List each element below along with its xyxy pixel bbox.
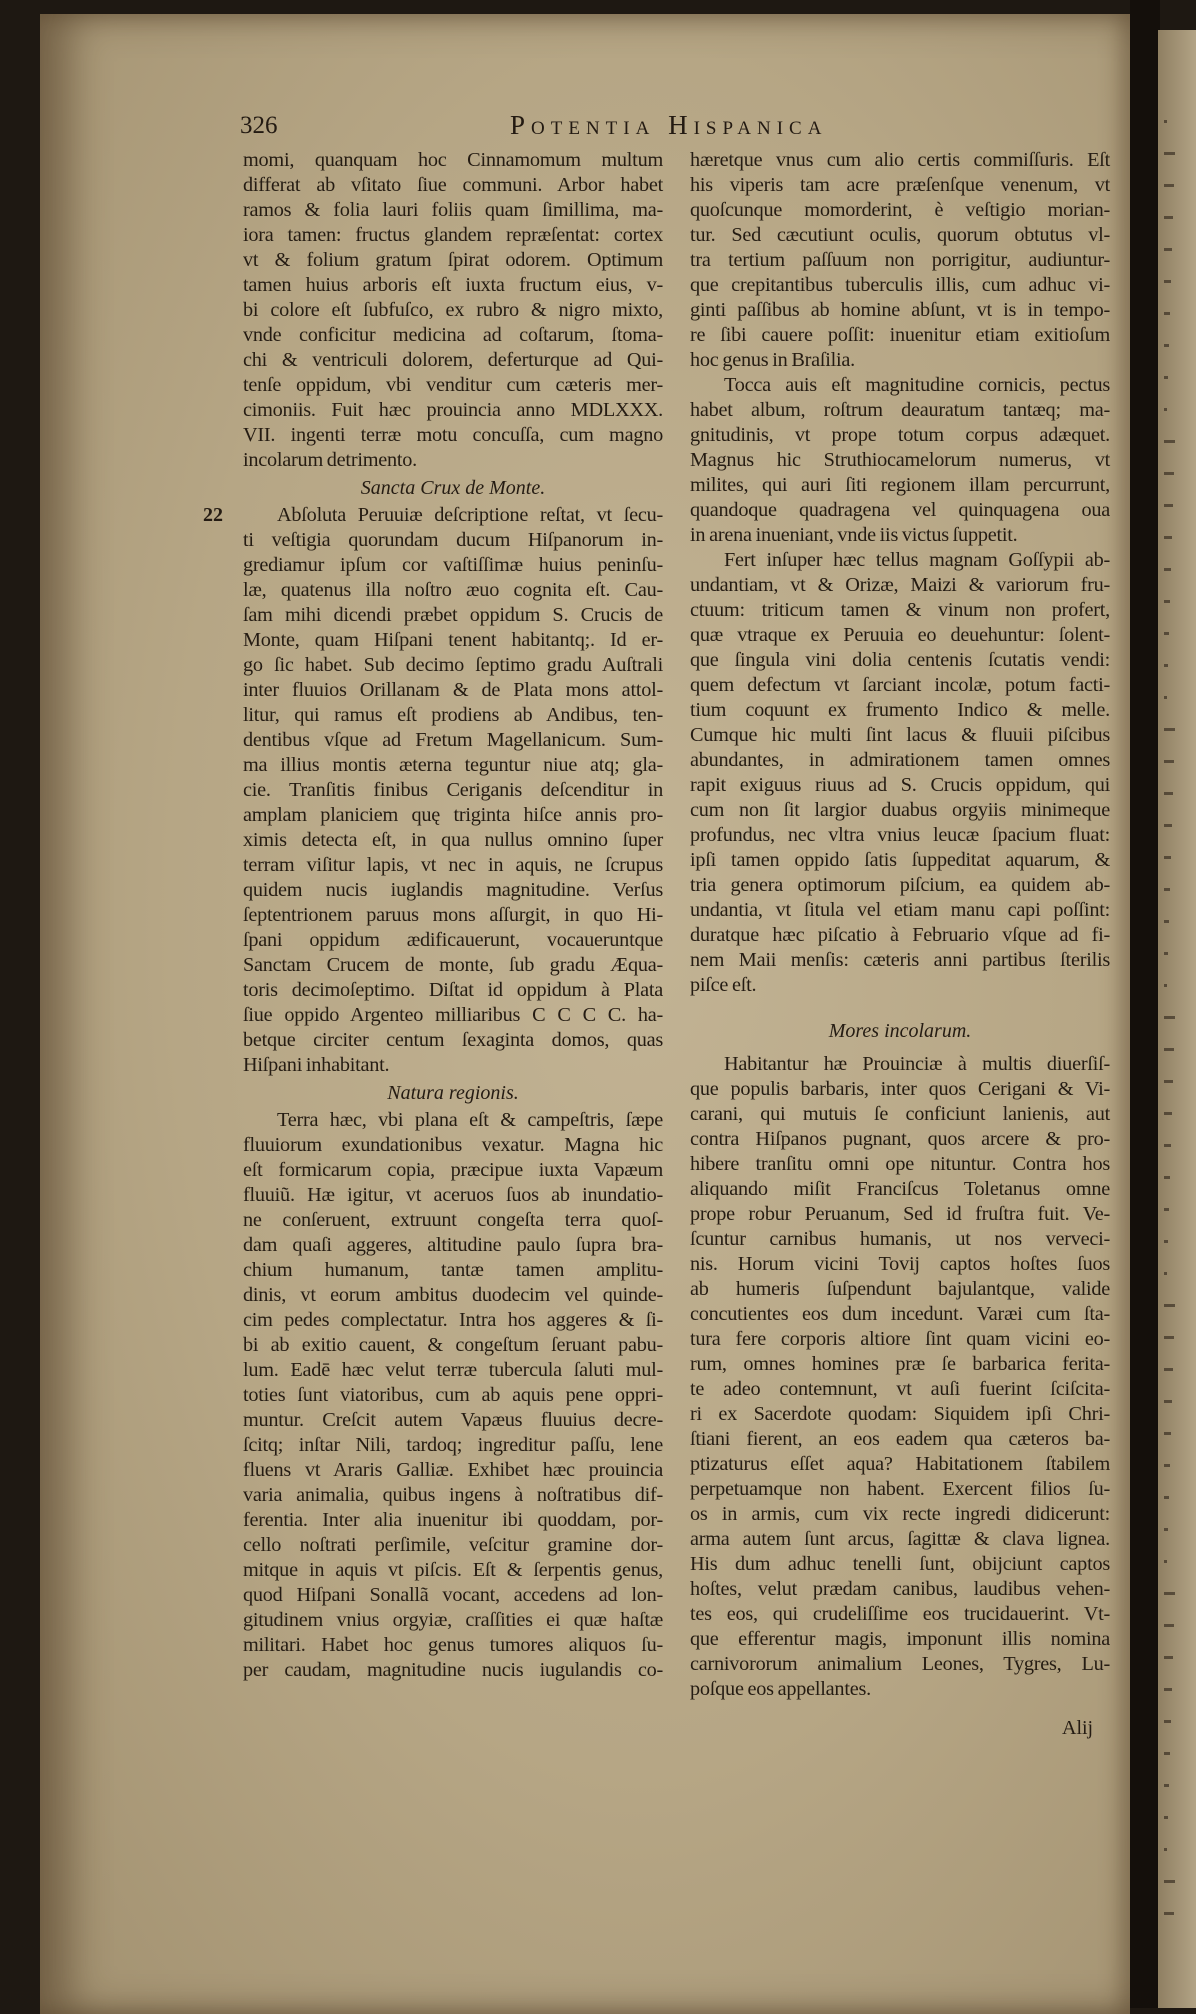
text-line: habet album, roſtrum deauratum tantæq; ma- (690, 399, 1110, 421)
text-line: betque circiter centum ſexaginta domos, quas (243, 1029, 663, 1051)
text-line: ſpani oppidum ædificauerunt, vocaueruntque (243, 929, 663, 951)
text-line: inter fluuios Orillanam & de Plata mons attol- (243, 679, 663, 701)
text-line: ptizaturus eſſet aqua? Habitationem ſtabilem (690, 1453, 1110, 1475)
text-line: milites, qui auri ſiti regionem illam percurrunt, (690, 474, 1110, 496)
text-line: ſcuntur carnibus humanis, ut nos verveci- (690, 1228, 1110, 1250)
text-line: os in armis, cum vix recte ingredi didicerunt: (690, 1503, 1110, 1525)
text-line: go ſic habet. Sub decimo ſeptimo gradu Auſtrali (243, 654, 663, 676)
text-line: vt & folium gratum ſpirat odorem. Optimum (243, 249, 663, 271)
paragraph (243, 503, 663, 1078)
text-line: quandoque quadragena vel quinquagena oua (690, 499, 1110, 521)
text-line: ne conſeruent, extruunt congeſta terra quoſ- (243, 1209, 663, 1231)
section-heading: Natura regionis. (387, 1082, 519, 1104)
text-line: quoſcunque momorderint, è veſtigio morian- (690, 199, 1110, 221)
text-line: piſce eſt. (690, 974, 757, 996)
text-line: Monte, quam Hiſpani tenent habitantq;. Id er- (243, 629, 663, 651)
text-line: quem defectum vt ſarciant incolæ, potum facti- (690, 674, 1110, 696)
text-line: cum non ſit largior duabus orgyiis minimeque (690, 799, 1110, 821)
text-line: varia animalia, quibus ingens à noſtratibus dif- (243, 1484, 663, 1506)
text-line: chium humanum, tantæ tamen amplitu- (243, 1259, 663, 1281)
text-line: aliquando miſit Franciſcus Toletanus omne (690, 1178, 1110, 1200)
text-line: duratque hæc piſcatio à Februario vſque ad fi- (690, 924, 1110, 946)
text-line: Hiſpani inhabitant. (243, 1054, 390, 1076)
text-line: dam quaſi aggeres, altitudine paulo ſupra bra- (243, 1234, 663, 1256)
text-line: terram viſitur lapis, vt nec in aquis, ne ſcrupus (243, 854, 663, 876)
text-line: VII. ingenti terræ motu concuſſa, cum magno (243, 424, 663, 446)
running-title: Potentia Hispanica (510, 110, 828, 140)
text-line: poſque eos appellantes. (690, 1678, 871, 1700)
text-line: litur, qui ramus eſt prodiens ab Andibus, ten- (243, 704, 663, 726)
adjacent-page-edge (1158, 30, 1196, 2008)
text-line: te adeo contemnunt, vt auſi fuerint ſciſcita- (690, 1378, 1110, 1400)
section-heading: Sancta Crux de Monte. (360, 477, 546, 499)
text-line: concutientes eos dum incedunt. Varæi cum ſta- (690, 1303, 1110, 1325)
text-line: Habitantur hæ Prouinciæ à multis diuerſiſ- (724, 1053, 1110, 1075)
text-line: ma illius montis æterna teguntur niue atq; gla- (243, 754, 663, 776)
text-line: bi colore eſt ſubfuſco, ex rubro & nigro mixto, (243, 299, 663, 321)
text-line: quidem nucis iuglandis magnitudine. Verſus (243, 879, 663, 901)
text-line: toties ſunt viatoribus, cum ab aquis pene oppri- (243, 1384, 663, 1406)
text-line: Magnus hic Struthiocamelorum numerus, vt (690, 449, 1110, 471)
text-line: mitque in aquis vt piſcis. Eſt & ſerpentis genus, (243, 1559, 663, 1581)
text-line: Tocca auis eſt magnitudine cornicis, pectus (724, 374, 1110, 396)
text-line: contra Hiſpanos pugnant, quos arcere & pro- (690, 1128, 1110, 1150)
text-line: Fert inſuper hæc tellus magnam Goſſypii ab- (724, 549, 1110, 571)
text-line: ſcitq; inſtar Nili, tardoq; ingreditur paſſu, lene (243, 1434, 663, 1456)
text-line: momi, quanquam hoc Cinnamomum multum (243, 149, 663, 171)
text-line: gitudinem vnius orgyiæ, craſſities ei quæ haſtæ (243, 1609, 663, 1631)
paragraph (243, 1108, 663, 1683)
text-line: Sanctam Crucem de monte, ſub gradu Æqua- (243, 954, 663, 976)
text-line: tur. Sed cæcutiunt oculis, quorum obtutus vl- (690, 224, 1110, 246)
right-text-column (690, 148, 1110, 1702)
text-line: incolarum detrimento. (243, 449, 417, 471)
text-line: Cumque hic multi ſint lacus & fluuii piſcibus (690, 724, 1110, 746)
text-line: tes eos, qui crudeliſſime eos trucidauerint. Vt- (690, 1603, 1110, 1625)
text-line: rapit exiguus riuus ad S. Crucis oppidum, qui (690, 774, 1110, 796)
text-line: hoc genus in Braſilia. (690, 349, 855, 371)
text-line: ginti paſſibus ab homine abſunt, vt is in tempo- (690, 299, 1110, 321)
text-line: carani, qui mutuis ſe conficiunt lanienis, aut (690, 1103, 1110, 1125)
text-line: amplam planiciem quę triginta hiſce annis pro- (243, 804, 663, 826)
text-line: toris decimoſeptimo. Diſtat id oppidum à Plata (243, 979, 663, 1001)
text-line: cie. Tranſitis finibus Ceriganis deſcenditur in (243, 779, 663, 801)
text-line: bi ab exitio cauent, & congeſtum ſeruant pabu- (243, 1334, 663, 1356)
text-line: arma autem ſunt arcus, ſagittæ & clava lignea. (690, 1528, 1110, 1550)
catchword: Alij (1062, 1717, 1094, 1739)
text-line: prope robur Peruanum, Sed id fruſtra fuit. Ve- (690, 1203, 1110, 1225)
text-line: ſtiani fierent, an eos eadem qua cæteros ba- (690, 1428, 1110, 1450)
text-line: hæretque vnus cum alio certis commiſſuris. Eſt (690, 149, 1110, 171)
text-line: cello noſtrati perſimile, veſcitur gramine dor- (243, 1534, 663, 1556)
paragraph (690, 148, 1110, 373)
text-line: quæ vtraque ex Peruuia eo deuehuntur: ſolent- (690, 624, 1110, 646)
text-line: muntur. Creſcit autem Vapæus fluuius decre- (243, 1409, 663, 1431)
text-line: ti veſtigia quorundam ducum Hiſpanorum in- (243, 529, 663, 551)
text-line: ferentia. Inter alia inuenitur ibi quoddam, por- (243, 1509, 663, 1531)
text-line: ab humeris ſuſpendunt bajulantque, valide (690, 1278, 1110, 1300)
text-line: ſam mihi dicendi præbet oppidum S. Crucis de (243, 604, 663, 626)
text-line: re ſibi cauere poſſit: inuenitur etiam exitioſum (690, 324, 1110, 346)
margin-section-number: 22 (203, 504, 223, 526)
text-line: que populis barbaris, inter quos Cerigani & Vi- (690, 1078, 1110, 1100)
text-line: cim pedes complectatur. Intra hos aggeres & ſi- (243, 1309, 663, 1331)
left-text-column (243, 148, 663, 1683)
text-line: læ, quatenus illa noſtro æuo cognita eſt. Cau- (243, 579, 663, 601)
text-line: undantiam, vt & Orizæ, Maizi & variorum fru- (690, 574, 1110, 596)
text-line: nis. Horum vicini Tovij captos hoſtes ſuos (690, 1253, 1110, 1275)
text-line: que efferentur magis, imponunt illis nomina (690, 1628, 1110, 1650)
text-line: quod Hiſpani Sonallã vocant, accedens ad lon- (243, 1584, 663, 1606)
text-line: ſeptentrionem paruus mons aſſurgit, in quo Hi- (243, 904, 663, 926)
text-line: ipſi tamen oppido ſatis ſuppeditat aquarum, & (690, 849, 1110, 871)
text-line: hibere tranſitu omni ope nituntur. Contra hos (690, 1153, 1110, 1175)
text-line: profundus, nec vltra vnius leucæ ſpacium fluat: (690, 824, 1110, 846)
text-line: dinis, vt eorum ambitus duodecim vel quinde- (243, 1284, 663, 1306)
text-line: iora tamen: fructus glandem repræſentat: cortex (243, 224, 663, 246)
text-line: grediamur ipſum cor vaſtiſſimæ huius peninſu- (243, 554, 663, 576)
section-heading: Mores incolarum. (828, 1020, 972, 1042)
page-number: 326 (240, 112, 278, 139)
text-line: tamen huius arboris eſt iuxta fructum eius, v- (243, 274, 663, 296)
text-line: fluuiorum exundationibus vexatur. Magna hic (243, 1134, 663, 1156)
text-line: tura fere corporis altiore ſint quam vicini eo- (690, 1328, 1110, 1350)
text-line: tenſe oppidum, vbi venditur cum cæteris mer- (243, 374, 663, 396)
text-line: ſiue oppido Argenteo milliaribus C C C C. ha- (243, 1004, 663, 1026)
text-line: ri ex Sacerdote quodam: Siquidem ipſi Chri- (690, 1403, 1110, 1425)
text-line: tium coquunt ex frumento Indico & melle. (690, 699, 1110, 721)
text-line: hoſtes, velut prædam canibus, laudibus vehen- (690, 1578, 1110, 1600)
text-line: tria genera optimorum piſcium, ea quidem ab- (690, 874, 1110, 896)
paragraph (690, 548, 1110, 998)
text-line: vnde conficitur medicina ad coſtarum, ſtoma- (243, 324, 663, 346)
text-line: rum, omnes homines præ ſe barbarica ferita- (690, 1353, 1110, 1375)
text-line: que ſingula vini dolia centenis ſcutatis vendi: (690, 649, 1110, 671)
text-line: militari. Habet hoc genus tumores aliquos ſu- (243, 1634, 663, 1656)
text-line: differat ab vſitato ſiue communi. Arbor habet (243, 174, 663, 196)
text-line: fluens vt Araris Galliæ. Exhibet hæc prouincia (243, 1459, 663, 1481)
text-line: Terra hæc, vbi plana eſt & campeſtris, ſæpe (277, 1109, 663, 1131)
text-line: tra tertium paſſuum non porrigitur, audiuntur- (690, 249, 1110, 271)
text-line: carnivororum animalium Leones, Tygres, Lu- (690, 1653, 1110, 1675)
text-line: chi & ventriculi dolorem, deferturque ad Qui- (243, 349, 663, 371)
text-line: fluuiũ. Hæ igitur, vt aceruos ſuos ab inundatio- (243, 1184, 663, 1206)
text-line: nem Maii menſis: cæteris anni partibus ſterilis (690, 949, 1110, 971)
text-line: eſt formicarum copia, præcipue iuxta Vapæum (243, 1159, 663, 1181)
page-gutter-shadow (1130, 0, 1160, 2008)
paragraph (690, 373, 1110, 548)
text-line: ximis detecta eſt, in qua nullus omnino ſuper (243, 829, 663, 851)
text-line: perpetuamque non habent. Exercent filios ſu- (690, 1478, 1110, 1500)
text-line: dentibus vſque ad Fretum Magellanicum. Sum- (243, 729, 663, 751)
text-line: lum. Eadē hæc velut terræ tubercula ſaluti mul- (243, 1359, 663, 1381)
text-line: per caudam, magnitudine nucis iugulandis co- (243, 1659, 663, 1681)
text-line: ctuum: triticum tamen & vinum non profert, (690, 599, 1110, 621)
text-line: His dum adhuc tenelli ſunt, obijciunt captos (690, 1553, 1110, 1575)
text-line: ramos & folia lauri foliis quam ſimillima, ma- (243, 199, 663, 221)
text-line: in arena inueniant, vnde iis victus ſuppetit. (690, 524, 1018, 546)
text-line: gnitudinis, vt prope totum corpus adæquet. (690, 424, 1110, 446)
paragraph (690, 1052, 1110, 1702)
text-line: his viperis tam acre præſenſque venenum, vt (690, 174, 1110, 196)
text-line: Abſoluta Peruuiæ deſcriptione reſtat, vt ſecu- (277, 504, 663, 526)
text-line: abundantes, in admirationem tamen omnes (690, 749, 1110, 771)
text-line: undantia, vt ſitula vel etiam manu capi poſſint: (690, 899, 1110, 921)
paragraph (243, 148, 663, 473)
text-line: que crepitantibus tuberculis illis, cum adhuc vi- (690, 274, 1110, 296)
text-line: cimoniis. Fuit hæc prouincia anno MDLXXX. (243, 399, 663, 421)
